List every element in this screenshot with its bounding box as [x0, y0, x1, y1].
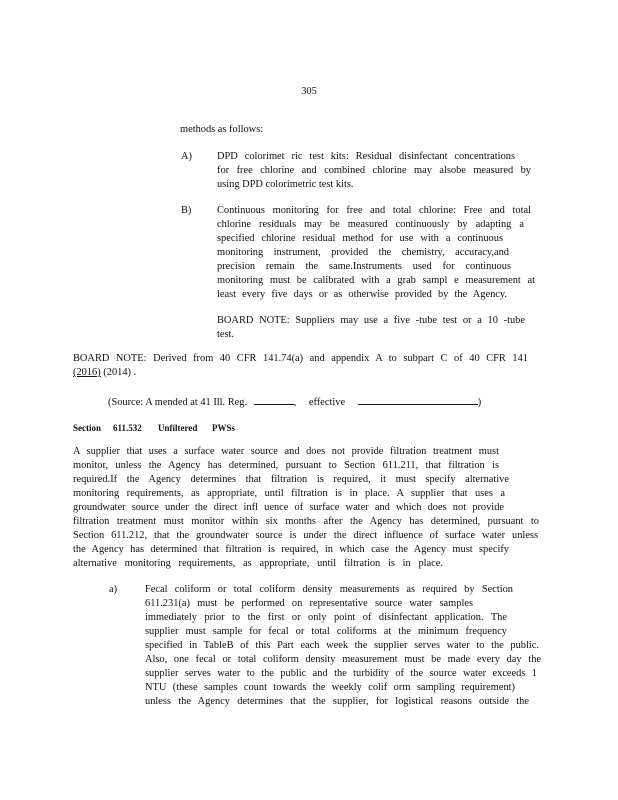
text-line: supplier serves water to the public and the turbidity of the source water exceeds 1: [145, 668, 537, 679]
text-line: alternative monitoring requirements, as appropriate, until filtration is in place.: [73, 558, 443, 569]
source-prefix: (Source: A mended at 41 Ill. Reg.: [108, 397, 248, 408]
text-line: Continuous monitoring for free and total chlorine: Free and total: [217, 205, 531, 216]
text-line: required.If the Agency determines that filtration is required, it must specify alternative: [73, 474, 509, 485]
text-line: using DPD colorimetric test kits.: [217, 179, 354, 190]
text-line: monitoring must be calibrated with a grab sampl e measurement at: [217, 275, 535, 286]
section-title-word: Unfiltered: [158, 423, 198, 433]
intro-text: methods as follows:: [180, 124, 264, 135]
text-line: monitoring requirements, as appropriate, until filtration is in place. A supplier that uses a: [73, 488, 505, 499]
text-line: chlorine residuals may be measured continuously by adapting a: [217, 219, 524, 230]
text-line: Fecal coliform or total coliform density measurements as required by Section: [145, 584, 513, 595]
source-effective: effective: [308, 397, 346, 408]
text-line: supplier must sample for fecal or total coliforms at the minimum frequency: [145, 626, 507, 637]
section-title-word: PWSs: [212, 423, 236, 433]
text-line: immediately prior to the first or only point of disinfectant application. The: [145, 612, 507, 623]
text-line: A supplier that uses a surface water source and does not provide filtration treatment must: [73, 446, 499, 457]
section-number: 611.532: [113, 423, 142, 433]
source-line: [108, 394, 481, 410]
item-b-upper-label: B): [181, 205, 192, 216]
text-line: the Agency has determined that filtration is required, in which case the Agency must specify: [73, 544, 509, 555]
section-label: Section: [73, 423, 101, 433]
text-line: groundwater source under the direct infl uence of surface water and which does not provide: [73, 502, 504, 513]
text-line: 611.231(a) must be performed on representative source water samples: [145, 598, 473, 609]
text-line: specified chlorine residual method for use with a continuous: [217, 233, 503, 244]
text-line: BOARD NOTE: Derived from 40 CFR 141.74(a) and appendix A to subpart C of 40 CFR 141: [73, 353, 528, 364]
text-line: specified in TableB of this Part each week the supplier serves water to the public.: [145, 640, 539, 651]
text-line: monitor, unless the Agency has determined, pursuant to Section 611.211, that filtration is: [73, 460, 499, 471]
text-line: NTU (these samples count towards the weekly colif orm sampling requirement): [145, 682, 515, 693]
text-line: BOARD NOTE: Suppliers may use a five -tube test or a 10 -tube: [217, 315, 525, 326]
text-line: test.: [217, 329, 235, 340]
text-line: [73, 366, 136, 380]
text-line: precision remain the same.Instruments used for continuous: [217, 261, 511, 272]
item-a-lower-label: a): [109, 584, 118, 595]
blank-field: [254, 394, 294, 405]
text-line: Section 611.212, that the groundwater source is under the direct influence of surface water unless: [73, 530, 538, 541]
text-line: least every five days or as otherwise provided by the Agency.: [217, 289, 507, 300]
text-line: unless the Agency determines that the supplier, for logistical reasons outside the: [145, 696, 529, 707]
source-comma: ,: [293, 397, 297, 408]
text-line: filtration treatment must monitor within six months after the Agency has determined, pursuant to: [73, 516, 539, 527]
text-line: monitoring instrument, provided the chemistry, accuracy,and: [217, 247, 509, 258]
item-a-upper-label: A): [181, 151, 192, 162]
text-line: DPD colorimet ric test kits: Residual disinfectant concentrations: [217, 151, 515, 162]
struck-year: (2016): [73, 367, 101, 378]
text-line: Also, one fecal or total coliform density measurement must be made every day the: [145, 654, 541, 665]
page-number: 305: [301, 86, 317, 97]
source-close: ): [477, 397, 482, 408]
year-text: (2014) .: [100, 367, 137, 378]
text-line: for free chlorine and combined chlorine may alsobe measured by: [217, 165, 531, 176]
blank-field: [358, 394, 478, 405]
